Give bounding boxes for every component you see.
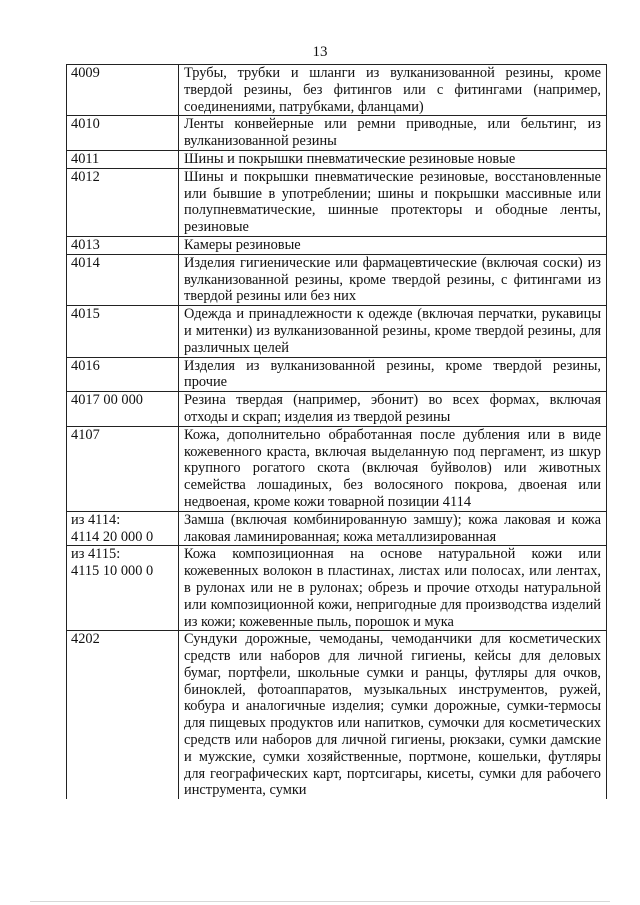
description-cell: Шины и покрышки пневматические резиновые, восстановленные или бывшие в употреблении; шины и покрышки массивные или полупневматические, шинные протекторы и ободные ленты, резиновые: [179, 168, 607, 236]
description-cell: Одежда и принадлежности к одежде (включая перчатки, рукавицы и митенки) из вулканизованной резины, кроме твердой резины, для различных целей: [179, 306, 607, 357]
table-row: [67, 631, 607, 799]
code-cell: 4013: [67, 236, 179, 254]
description-cell: Ленты конвейерные или ремни приводные, или бельтинг, из вулканизованной резины: [179, 116, 607, 151]
code-cell: 4015: [67, 306, 179, 357]
table-row: [67, 254, 607, 305]
table-row: [67, 392, 607, 427]
code-cell: 4014: [67, 254, 179, 305]
scan-edge-divider: [30, 901, 610, 902]
table-row: [67, 236, 607, 254]
code-cell: 4010: [67, 116, 179, 151]
code-subheading: 4115 10 000 0: [71, 563, 154, 580]
table-row: [67, 65, 607, 116]
description-cell: Камеры резиновые: [179, 236, 607, 254]
page-number: 13: [312, 44, 328, 60]
code-cell: [67, 546, 179, 631]
table-row: [67, 116, 607, 151]
code-cell: 4017 00 000: [67, 392, 179, 427]
description-cell: Изделия гигиенические или фармацевтические (включая соски) из вулканизованной резины, кроме твердой резины, с фитингами из твердой резины или без них: [179, 254, 607, 305]
table-row: [67, 168, 607, 236]
tariff-code-table: [66, 64, 607, 799]
description-cell: Шины и покрышки пневматические резиновые новые: [179, 150, 607, 168]
table-row: [67, 150, 607, 168]
description-cell: Трубы, трубки и шланги из вулканизованной резины, кроме твердой резины, без фитингов или с фитингами (например, соединениями, патрубками, фланцами): [179, 65, 607, 116]
description-cell: Кожа композиционная на основе натуральной кожи или кожевенных волокон в пластинах, листах или полосах, или лентах, в рулонах или не в рулонах; обрезь и прочие отходы натуральной или композиционной кожи, непригодные для производства изделий из кожи; кожевенные пыль, порошок и мука: [179, 546, 607, 631]
description-cell: Изделия из вулканизованной резины, кроме твердой резины, прочие: [179, 357, 607, 392]
description-cell: Резина твердая (например, эбонит) во всех формах, включая отходы и скрап; изделия из твердой резины: [179, 392, 607, 427]
code-prefix: из 4115:: [71, 546, 121, 563]
description-cell: Кожа, дополнительно обработанная после дубления или в виде кожевенного краста, включая выделанную под пергамент, из шкур крупного рогатого скота (включая буйволов) или животных семейства лошадиных, без волосяного покрова, двоеная или недвоеная, кроме кожи товарной позиции 4114: [179, 426, 607, 511]
code-cell: 4016: [67, 357, 179, 392]
code-cell: 4011: [67, 150, 179, 168]
description-cell: Сундуки дорожные, чемоданы, чемоданчики для косметических средств или наборов для личной гигиены, кейсы для деловых бумаг, портфели, школьные сумки и ранцы, футляры для очков, биноклей, фотоаппаратов, музыкальных инструментов, ружей, кобура и аналогичные изделия; сумки дорожные, сумки-термосы для пищевых продуктов или напитков, сумочки для косметических средств или наборов для личной гигиены, рюкзаки, сумки дамские и мужские, сумки хозяйственные, портмоне, кошельки, футляры для географических карт, портсигары, кисеты, сумки для рабочего инструмента, сумки: [179, 631, 607, 799]
table-row: [67, 357, 607, 392]
table-row: [67, 511, 607, 546]
code-cell: 4107: [67, 426, 179, 511]
code-subheading: 4114 20 000 0: [71, 528, 154, 545]
code-prefix: из 4114:: [71, 511, 121, 528]
code-cell: 4202: [67, 631, 179, 799]
code-cell: 4009: [67, 65, 179, 116]
table-row: [67, 546, 607, 631]
code-cell: 4012: [67, 168, 179, 236]
table-row: [67, 426, 607, 511]
table-row: [67, 306, 607, 357]
code-cell: [67, 511, 179, 546]
description-cell: Замша (включая комбинированную замшу); кожа лаковая и кожа лаковая ламинированная; кожа металлизированная: [179, 511, 607, 546]
